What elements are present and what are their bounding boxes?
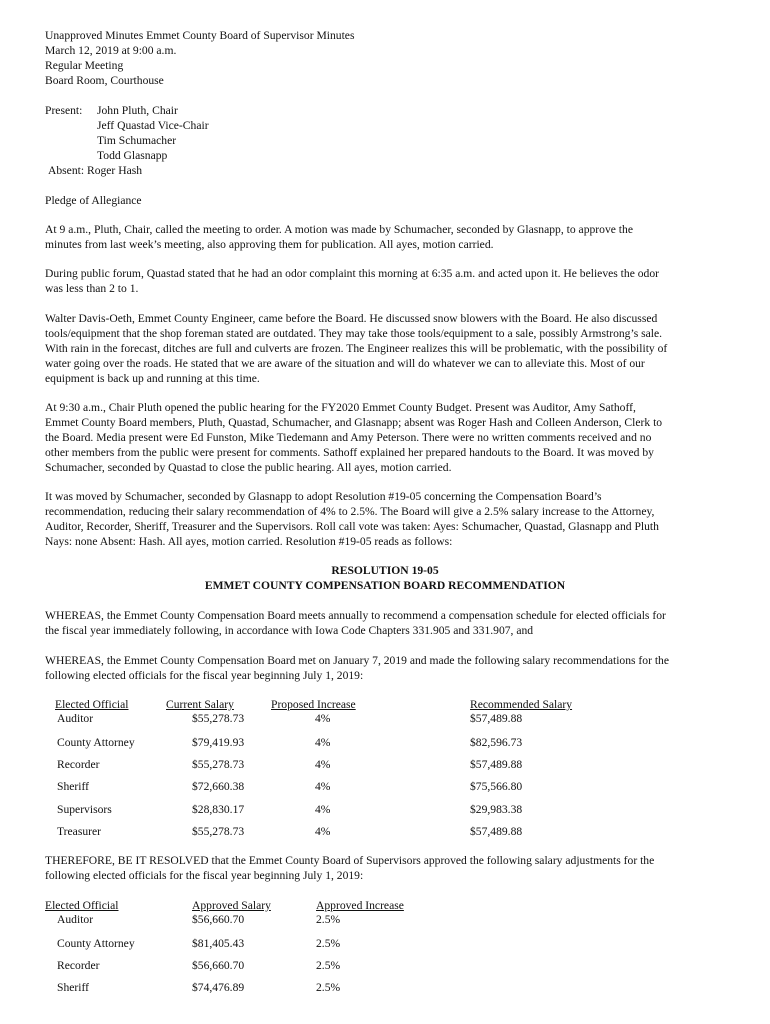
table-cell: $57,489.88	[470, 712, 523, 725]
table-cell: $74,476.89	[192, 981, 245, 994]
text-line: At 9 a.m., Pluth, Chair, called the meeting to order. A motion was made by Schumacher, seconded by Glasnapp, to approve the	[45, 223, 633, 236]
therefore-paragraph	[45, 853, 725, 883]
text-line: recommendation, reducing their salary recommendation of 4% to 2.5%. The Board will give a 2.5% salary increase to the Attorney,	[45, 505, 655, 518]
text-line: At 9:30 a.m., Chair Pluth opened the public hearing for the FY2020 Emmet County Budget. Present was Auditor, Amy Sathoff,	[45, 401, 636, 414]
present-member: Todd Glasnapp	[97, 149, 168, 162]
table-cell: $57,489.88	[470, 758, 523, 771]
table-cell: $56,660.70	[192, 959, 245, 972]
table-cell: 2.5%	[316, 937, 341, 950]
text-line: following elected officials for the fiscal year beginning July 1, 2019:	[45, 869, 364, 882]
text-line: Walter Davis-Oeth, Emmet County Engineer, came before the Board. He discussed snow blowers with the Board. He also discussed	[45, 312, 658, 325]
document-header	[45, 28, 725, 88]
table-cell: $55,278.73	[192, 825, 245, 838]
paragraph-call-to-order	[45, 222, 725, 252]
text-line: Auditor, Recorder, Sheriff, Treasurer and the Supervisors. Roll call vote was taken: Ayes: Schumacher, Quastad, Glasnapp and Pluth	[45, 520, 659, 533]
table-cell: $57,489.88	[470, 825, 523, 838]
table-cell: Recorder	[57, 758, 100, 771]
text-line: was less than 2 to 1.	[45, 282, 139, 295]
table-cell: $29,983.38	[470, 803, 523, 816]
table-cell: $79,419.93	[192, 736, 245, 749]
table-cell: Treasurer	[57, 825, 102, 838]
text-line: the fiscal year immediately following, in accordance with Iowa Code Chapters 331.905 and 331.907, and	[45, 624, 534, 637]
resolution-subtitle: EMMET COUNTY COMPENSATION BOARD RECOMMENDATION	[204, 579, 566, 592]
paragraph-public-forum	[45, 266, 725, 296]
table-cell: 2.5%	[316, 981, 341, 994]
table-cell: 4%	[315, 803, 331, 816]
table-cell: $81,405.43	[192, 937, 245, 950]
table-cell: 4%	[315, 780, 331, 793]
table-cell: $28,830.17	[192, 803, 245, 816]
table-cell: 2.5%	[316, 959, 341, 972]
table-cell: 2.5%	[316, 913, 341, 926]
present-member: Tim Schumacher	[97, 134, 177, 147]
table-cell: 4%	[315, 758, 331, 771]
table-cell: County Attorney	[57, 736, 135, 749]
table-header: Elected Official	[45, 899, 119, 912]
text-line: other members from the public were present for comments. Sathoff explained her prepared handouts to the Board. It was moved by	[45, 446, 654, 459]
table-cell: 4%	[315, 825, 331, 838]
table-cell: $72,660.38	[192, 780, 245, 793]
table-cell: $75,566.80	[470, 780, 523, 793]
table-cell: County Attorney	[57, 937, 135, 950]
table-cell: Supervisors	[57, 803, 112, 816]
header-date: March 12, 2019 at 9:00 a.m.	[45, 44, 177, 57]
pledge-line: Pledge of Allegiance	[45, 194, 142, 207]
header-title: Unapproved Minutes Emmet County Board of Supervisor Minutes	[45, 29, 355, 42]
header-meeting-type: Regular Meeting	[45, 59, 124, 72]
table-header: Approved Increase	[316, 899, 404, 912]
text-line: minutes from last week’s meeting, also approving them for publication. All ayes, motion carried.	[45, 238, 494, 251]
paragraph-engineer	[45, 311, 725, 386]
text-line: WHEREAS, the Emmet County Compensation Board met on January 7, 2019 and made the following salary recommendations for the	[45, 654, 670, 667]
absent-line: Absent: Roger Hash	[48, 164, 143, 177]
table-header: Approved Salary	[192, 899, 271, 912]
present-member: John Pluth, Chair	[97, 104, 178, 117]
table-header: Elected Official	[55, 698, 129, 711]
table-cell: Auditor	[57, 913, 94, 926]
table-header: Current Salary	[166, 698, 234, 711]
text-line: During public forum, Quastad stated that he had an odor complaint this morning at 6:35 a.m. and acted upon it. He believes the odor	[45, 267, 659, 280]
text-line: equipment is back up and running at this time.	[45, 372, 260, 385]
text-line: tools/equipment that the shop foreman stated are outdated. They may take those tools/equipment to a sale, possibly Armstrong’s sale.	[45, 327, 663, 340]
present-member: Jeff Quastad Vice-Chair	[97, 119, 209, 132]
table-cell: $56,660.70	[192, 913, 245, 926]
table-cell: 4%	[315, 736, 331, 749]
table-cell: Sheriff	[57, 780, 89, 793]
table-cell: $82,596.73	[470, 736, 523, 749]
text-line: the Board. Media present were Ed Funston, Mike Tiedemann and Amy Peterson. There were no written comments received and no	[45, 431, 652, 444]
whereas-paragraph-1	[45, 608, 725, 638]
text-line: With rain in the forecast, ditches are full and culverts are frozen. The Engineer realizes this will be problematic, with the possibility of	[45, 342, 668, 355]
table-header: Recommended Salary	[470, 698, 573, 711]
resolution-title: RESOLUTION 19-05	[331, 564, 439, 577]
table-cell: Recorder	[57, 959, 100, 972]
text-line: Schumacher, seconded by Quastad to close the public hearing. All ayes, motion carried.	[45, 461, 452, 474]
text-line: Nays: none Absent: Hash. All ayes, motion carried. Resolution #19-05 reads as follows:	[45, 535, 453, 548]
table-cell: Sheriff	[57, 981, 89, 994]
text-line: following elected officials for the fiscal year beginning July 1, 2019:	[45, 669, 364, 682]
paragraph-resolution-motion	[45, 489, 725, 549]
text-line: It was moved by Schumacher, seconded by Glasnapp to adopt Resolution #19-05 concerning the Compensation Board’s	[45, 490, 602, 503]
text-line: WHEREAS, the Emmet County Compensation Board meets annually to recommend a compensation schedule for elected officials for	[45, 609, 666, 622]
text-line: Emmet County Board members, Pluth, Quastad, Schumacher, and Glasnapp; absent was Roger Hash and Colleen Anderson, Clerk to	[45, 416, 663, 429]
header-location: Board Room, Courthouse	[45, 74, 164, 87]
table-cell: Auditor	[57, 712, 94, 725]
whereas-paragraph-2	[45, 653, 725, 683]
present-label: Present:	[45, 104, 83, 117]
text-line: THEREFORE, BE IT RESOLVED that the Emmet County Board of Supervisors approved the following salary adjustments for the	[45, 854, 655, 867]
text-line: water going over the roads. He stated that we are aware of the situation and will do whatever we can to alleviate this. Most of our	[45, 357, 645, 370]
table-header: Proposed Increase	[271, 698, 356, 711]
table-cell: $55,278.73	[192, 712, 245, 725]
paragraph-public-hearing	[45, 400, 725, 475]
table-cell: $55,278.73	[192, 758, 245, 771]
table-cell: 4%	[315, 712, 331, 725]
